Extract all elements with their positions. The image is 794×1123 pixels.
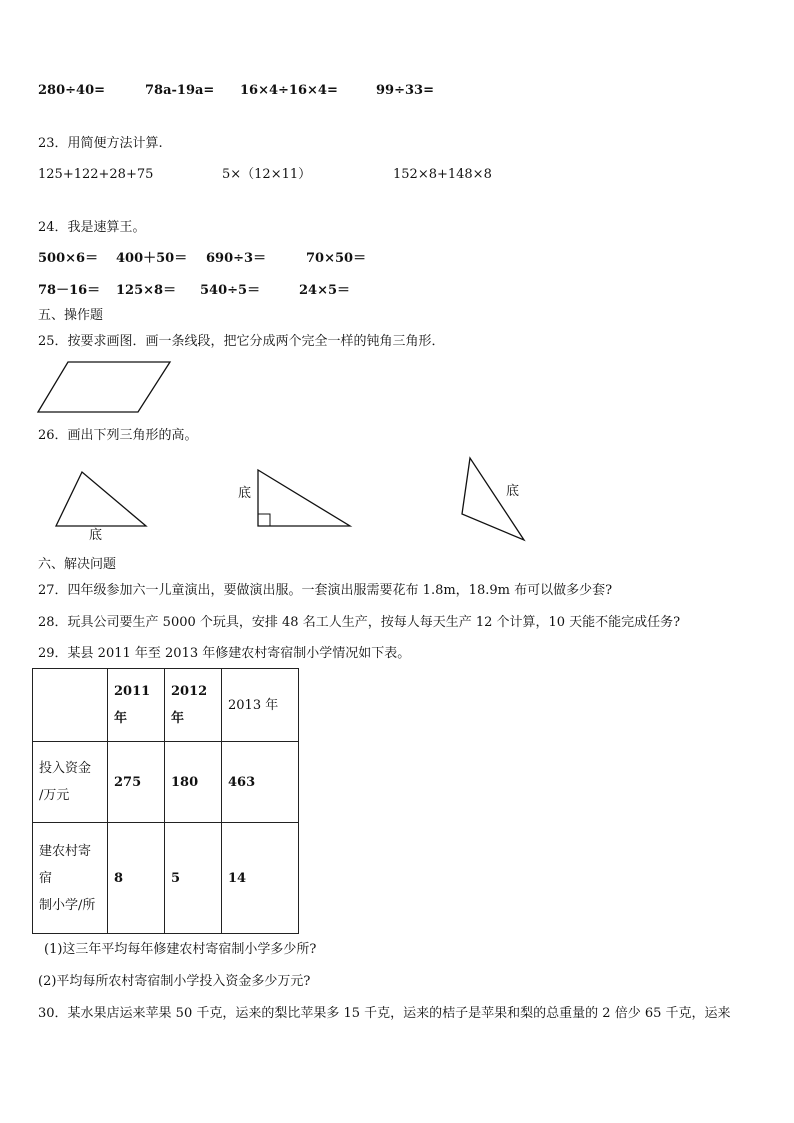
table-cell: 14 <box>222 823 299 934</box>
question-27: 27．四年级参加六一儿童演出，要做演出服。一套演出服需要花布 1.8m，18.9m 布可以做多少套? <box>38 583 613 598</box>
parallelogram-shape <box>38 362 170 412</box>
table-header-row <box>33 669 299 742</box>
calc-item: 24×5＝ <box>299 283 351 298</box>
base-label: 底 <box>238 486 252 501</box>
base-label: 底 <box>506 484 520 499</box>
table-cell <box>33 742 108 823</box>
table-header-year: 2012 <box>171 684 208 699</box>
table-row <box>33 742 299 823</box>
question-23-title: 23．用简便方法计算. <box>38 136 163 151</box>
table-cell <box>33 823 108 934</box>
question-28: 28．玩具公司要生产 5000 个玩具，安排 48 名工人生产，按每人每天生产 12 个计算，10 天能不能完成任务? <box>38 615 681 630</box>
parallelogram-figure <box>36 358 176 416</box>
calc-item: 400＋50＝ <box>116 251 188 266</box>
triangle-1-figure <box>50 468 150 528</box>
calc-item: 690÷3＝ <box>206 251 267 266</box>
question-29-sub-1: (1)这三年平均每年修建农村寄宿制小学多少所? <box>44 942 317 957</box>
calc-item: 125×8＝ <box>116 283 177 298</box>
question-24-title: 24．我是速算王。 <box>38 220 146 235</box>
row-label: 宿 <box>39 870 53 886</box>
section-heading: 五、操作题 <box>38 308 104 323</box>
calc-item: 70×50＝ <box>306 251 367 266</box>
calc-item: 280÷40= <box>38 83 106 98</box>
calc-item: 540÷5＝ <box>200 283 261 298</box>
table-cell: 2013 年 <box>222 669 299 742</box>
data-table <box>32 668 299 934</box>
calc-item: 500×6＝ <box>38 251 99 266</box>
triangle-3-figure <box>458 454 530 544</box>
table-cell: 5 <box>165 823 222 934</box>
table-cell: 463 <box>222 742 299 823</box>
table-row <box>33 823 299 934</box>
table-cell <box>33 669 108 742</box>
row-label: 制小学/所 <box>39 897 96 913</box>
section-heading: 六、解决问题 <box>38 557 117 572</box>
calc-item: 125+122+28+75 <box>38 167 154 182</box>
table-cell: 275 <box>108 742 165 823</box>
table-cell: 8 <box>108 823 165 934</box>
table-cell <box>108 669 165 742</box>
base-label: 底 <box>89 528 103 543</box>
triangle-2-shape <box>258 470 350 526</box>
right-angle-mark <box>258 514 270 526</box>
question-25: 25．按要求画图．画一条线段，把它分成两个完全一样的钝角三角形． <box>38 334 445 349</box>
calc-item: 78a-19a= <box>145 83 215 98</box>
question-26: 26．画出下列三角形的高。 <box>38 428 198 443</box>
question-29-title: 29．某县 2011 年至 2013 年修建农村寄宿制小学情况如下表。 <box>38 646 411 661</box>
question-29-sub-2: (2)平均每所农村寄宿制小学投入资金多少万元? <box>38 974 311 989</box>
calc-item: 5×（12×11） <box>222 167 312 182</box>
row-label: 投入资金 <box>39 761 92 776</box>
table-header-unit: 年 <box>171 711 185 726</box>
table-header-year: 2011 <box>114 684 151 699</box>
triangle-2-figure <box>256 468 356 530</box>
calc-item: 16×4÷16×4= <box>240 83 338 98</box>
table-cell <box>165 669 222 742</box>
question-30: 30．某水果店运来苹果 50 千克，运来的梨比苹果多 15 千克，运来的桔子是苹果和梨的总重量的 2 倍少 65 千克，运来 <box>38 1006 731 1021</box>
triangle-1-shape <box>56 472 146 526</box>
calc-item: 78－16＝ <box>38 283 101 298</box>
table-header-unit: 年 <box>114 711 128 726</box>
calc-item: 152×8+148×8 <box>393 167 492 182</box>
calc-item: 99÷33= <box>376 83 434 98</box>
row-label: 建农村寄 <box>39 843 92 859</box>
table-cell: 180 <box>165 742 222 823</box>
row-label: /万元 <box>39 788 70 803</box>
